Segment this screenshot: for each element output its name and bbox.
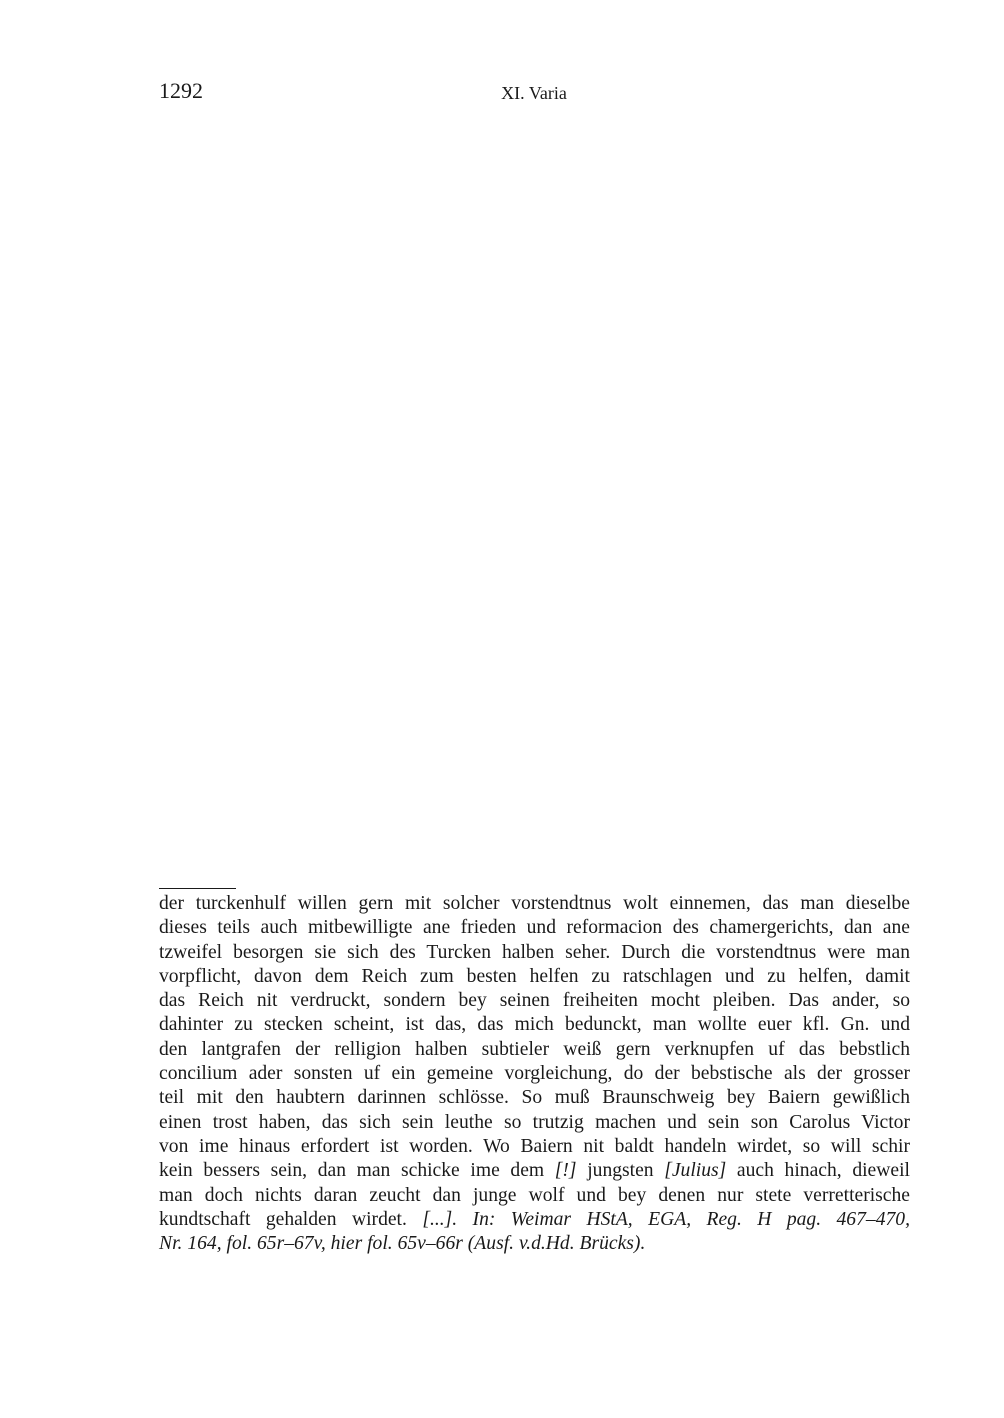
editorial-insertion: [Julius]	[664, 1160, 727, 1182]
footnote-line: von ime hinaus erfordert ist worden. Wo Baiern nit baldt handeln wirdet, so will schir	[159, 1135, 910, 1157]
footnote-line: concilium ader sonsten uf ein gemeine vorgleichung, do der bebstische als der grosser	[159, 1063, 910, 1085]
footnote-line: man doch nichts daran zeucht dan junge wolf und bey denen nur stete verretterische	[159, 1184, 910, 1206]
footnote-line	[159, 1232, 910, 1256]
text-run: kein bessers sein, dan man schicke ime dem	[159, 1160, 555, 1182]
editorial-mark: [!]	[554, 1160, 577, 1182]
footnote-separator-rule	[159, 888, 236, 889]
footnote-line: den lantgrafen der relligion halben subtieler weiß gern verknupfen uf das bebstlich	[159, 1038, 910, 1060]
footnote-line	[159, 1159, 910, 1183]
text-run: kundtschaft gehalden wirdet.	[159, 1208, 423, 1230]
footnote-line: dieses teils auch mitbewilligte ane frieden und reformacion des chamergerichts, dan ane	[159, 917, 910, 939]
footnote-line: tzweifel besorgen sie sich des Turcken halben seher. Durch die vorstendtnus were man	[159, 941, 910, 963]
footnote-line: dahinter zu stecken scheint, ist das, das mich bedunckt, man wollte euer kfl. Gn. und	[159, 1014, 910, 1036]
text-run: auch hinach, dieweil	[726, 1160, 910, 1182]
running-head: XI. Varia	[501, 83, 567, 103]
footnote-line: das Reich nit verdruckt, sondern bey seinen freiheiten mocht pleiben. Das ander, so	[159, 990, 910, 1012]
footnote-line: teil mit den haubtern darinnen schlösse. So muß Braunschweig bey Baiern gewißlich	[159, 1087, 910, 1109]
page-number: 1292	[159, 78, 203, 103]
source-citation: [...]. In: Weimar HStA, EGA, Reg. H pag. 467–470,	[422, 1208, 910, 1230]
footnote-line	[159, 1208, 910, 1232]
footnote-line: vorpflicht, davon dem Reich zum besten helfen zu ratschlagen und zu helfen, damit	[159, 965, 910, 987]
footnote-line: einen trost haben, das sich sein leuthe so trutzig machen und sein son Carolus Victor	[159, 1111, 910, 1133]
footnote-block	[159, 892, 910, 1256]
source-citation: Nr. 164, fol. 65r–67v, hier fol. 65v–66r (Ausf. v.d.Hd. Brücks).	[159, 1233, 646, 1255]
text-run: jungsten	[576, 1160, 665, 1182]
footnote-line: der turckenhulf willen gern mit solcher vorstendtnus wolt einnemen, das man dieselbe	[159, 893, 910, 914]
